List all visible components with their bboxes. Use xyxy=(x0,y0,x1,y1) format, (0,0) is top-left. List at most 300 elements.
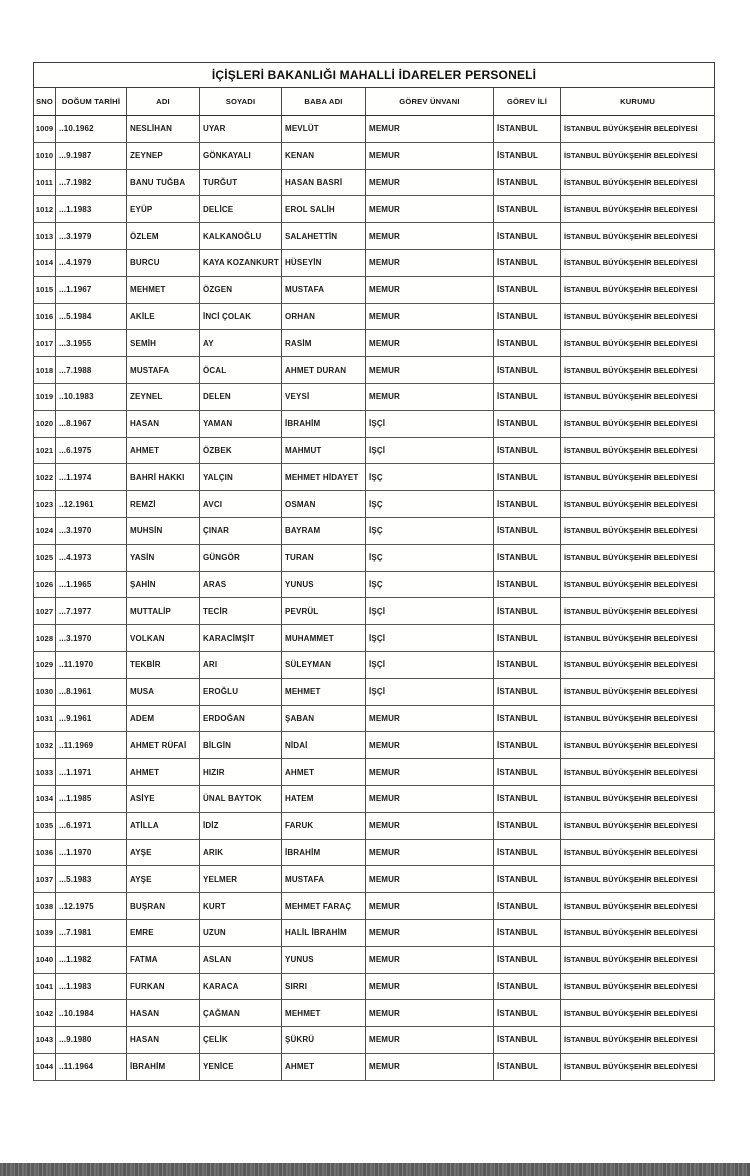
cell-father-name: SÜLEYMAN xyxy=(282,651,366,678)
cell-father-name: ŞABAN xyxy=(282,705,366,732)
cell-institution: İSTANBUL BÜYÜKŞEHİR BELEDİYESİ xyxy=(561,785,715,812)
cell-sno: 1041 xyxy=(34,973,56,1000)
cell-first-name: MEHMET xyxy=(127,276,200,303)
cell-job-title: İŞÇİ xyxy=(366,678,494,705)
cell-surname: İDİZ xyxy=(200,812,282,839)
cell-province: İSTANBUL xyxy=(494,249,561,276)
cell-province: İSTANBUL xyxy=(494,196,561,223)
cell-first-name: AHMET xyxy=(127,759,200,786)
cell-surname: GÜNGÖR xyxy=(200,544,282,571)
cell-province: İSTANBUL xyxy=(494,678,561,705)
column-header: DOĞUM TARİHİ xyxy=(56,88,127,116)
cell-birthdate: ...7.1981 xyxy=(56,919,127,946)
cell-birthdate: ...5.1984 xyxy=(56,303,127,330)
cell-first-name: ÖZLEM xyxy=(127,223,200,250)
cell-institution: İSTANBUL BÜYÜKŞEHİR BELEDİYESİ xyxy=(561,893,715,920)
table-row xyxy=(34,946,715,973)
cell-sno: 1043 xyxy=(34,1027,56,1054)
cell-sno: 1035 xyxy=(34,812,56,839)
cell-surname: ÇINAR xyxy=(200,517,282,544)
cell-surname: İNCİ ÇOLAK xyxy=(200,303,282,330)
column-header: KURUMU xyxy=(561,88,715,116)
cell-first-name: İBRAHİM xyxy=(127,1053,200,1080)
cell-father-name: MUSTAFA xyxy=(282,866,366,893)
cell-province: İSTANBUL xyxy=(494,759,561,786)
cell-sno: 1031 xyxy=(34,705,56,732)
cell-province: İSTANBUL xyxy=(494,303,561,330)
cell-father-name: MEHMET xyxy=(282,1000,366,1027)
table-row xyxy=(34,893,715,920)
cell-sno: 1028 xyxy=(34,625,56,652)
cell-first-name: ASİYE xyxy=(127,785,200,812)
cell-father-name: HASAN BASRİ xyxy=(282,169,366,196)
table-row xyxy=(34,517,715,544)
cell-father-name: VEYSİ xyxy=(282,383,366,410)
cell-surname: KARACA xyxy=(200,973,282,1000)
cell-birthdate: ...3.1955 xyxy=(56,330,127,357)
cell-sno: 1034 xyxy=(34,785,56,812)
cell-job-title: İŞÇ xyxy=(366,571,494,598)
cell-institution: İSTANBUL BÜYÜKŞEHİR BELEDİYESİ xyxy=(561,249,715,276)
cell-first-name: AHMET RÜFAİ xyxy=(127,732,200,759)
cell-sno: 1023 xyxy=(34,491,56,518)
table-row xyxy=(34,357,715,384)
table-row xyxy=(34,464,715,491)
cell-institution: İSTANBUL BÜYÜKŞEHİR BELEDİYESİ xyxy=(561,705,715,732)
cell-job-title: İŞÇ xyxy=(366,464,494,491)
table-row xyxy=(34,410,715,437)
cell-father-name: HÜSEYİN xyxy=(282,249,366,276)
cell-birthdate: ..10.1983 xyxy=(56,383,127,410)
cell-province: İSTANBUL xyxy=(494,1000,561,1027)
cell-surname: ARI xyxy=(200,651,282,678)
cell-province: İSTANBUL xyxy=(494,464,561,491)
cell-father-name: BAYRAM xyxy=(282,517,366,544)
cell-father-name: İBRAHİM xyxy=(282,410,366,437)
cell-father-name: YUNUS xyxy=(282,946,366,973)
cell-first-name: BAHRİ HAKKI xyxy=(127,464,200,491)
cell-sno: 1033 xyxy=(34,759,56,786)
cell-job-title: MEMUR xyxy=(366,839,494,866)
cell-surname: ÜNAL BAYTOK xyxy=(200,785,282,812)
cell-surname: ÇAĞMAN xyxy=(200,1000,282,1027)
cell-sno: 1037 xyxy=(34,866,56,893)
table-row xyxy=(34,866,715,893)
cell-institution: İSTANBUL BÜYÜKŞEHİR BELEDİYESİ xyxy=(561,169,715,196)
cell-sno: 1039 xyxy=(34,919,56,946)
cell-surname: ÖCAL xyxy=(200,357,282,384)
cell-institution: İSTANBUL BÜYÜKŞEHİR BELEDİYESİ xyxy=(561,571,715,598)
cell-father-name: ŞÜKRÜ xyxy=(282,1027,366,1054)
cell-first-name: YASİN xyxy=(127,544,200,571)
cell-father-name: SIRRI xyxy=(282,973,366,1000)
cell-province: İSTANBUL xyxy=(494,812,561,839)
cell-birthdate: ..11.1970 xyxy=(56,651,127,678)
cell-sno: 1027 xyxy=(34,598,56,625)
cell-first-name: EYÜP xyxy=(127,196,200,223)
cell-birthdate: ...6.1975 xyxy=(56,437,127,464)
cell-sno: 1029 xyxy=(34,651,56,678)
cell-sno: 1026 xyxy=(34,571,56,598)
cell-father-name: HATEM xyxy=(282,785,366,812)
cell-first-name: MUTTALİP xyxy=(127,598,200,625)
cell-job-title: MEMUR xyxy=(366,973,494,1000)
cell-province: İSTANBUL xyxy=(494,1053,561,1080)
cell-birthdate: ...9.1961 xyxy=(56,705,127,732)
cell-institution: İSTANBUL BÜYÜKŞEHİR BELEDİYESİ xyxy=(561,946,715,973)
cell-first-name: TEKBİR xyxy=(127,651,200,678)
cell-first-name: AYŞE xyxy=(127,866,200,893)
cell-birthdate: ...8.1961 xyxy=(56,678,127,705)
cell-surname: ERDOĞAN xyxy=(200,705,282,732)
cell-sno: 1013 xyxy=(34,223,56,250)
cell-surname: ARAS xyxy=(200,571,282,598)
cell-birthdate: ..11.1969 xyxy=(56,732,127,759)
table-row xyxy=(34,437,715,464)
cell-institution: İSTANBUL BÜYÜKŞEHİR BELEDİYESİ xyxy=(561,839,715,866)
column-header: GÖREV ÜNVANI xyxy=(366,88,494,116)
cell-sno: 1009 xyxy=(34,116,56,143)
table-row xyxy=(34,491,715,518)
cell-job-title: MEMUR xyxy=(366,1000,494,1027)
cell-job-title: İŞÇİ xyxy=(366,410,494,437)
cell-birthdate: ...1.1974 xyxy=(56,464,127,491)
cell-birthdate: ...1.1971 xyxy=(56,759,127,786)
cell-sno: 1024 xyxy=(34,517,56,544)
cell-province: İSTANBUL xyxy=(494,544,561,571)
cell-job-title: İŞÇİ xyxy=(366,598,494,625)
table-row xyxy=(34,571,715,598)
table-row xyxy=(34,276,715,303)
table-body xyxy=(34,116,715,1081)
cell-province: İSTANBUL xyxy=(494,383,561,410)
cell-province: İSTANBUL xyxy=(494,893,561,920)
cell-surname: KARACİMŞİT xyxy=(200,625,282,652)
cell-institution: İSTANBUL BÜYÜKŞEHİR BELEDİYESİ xyxy=(561,812,715,839)
cell-job-title: MEMUR xyxy=(366,303,494,330)
cell-surname: DELİCE xyxy=(200,196,282,223)
cell-sno: 1044 xyxy=(34,1053,56,1080)
cell-father-name: SALAHETTİN xyxy=(282,223,366,250)
cell-province: İSTANBUL xyxy=(494,437,561,464)
table-row xyxy=(34,383,715,410)
table-title-row xyxy=(34,63,715,88)
cell-job-title: MEMUR xyxy=(366,330,494,357)
table-row xyxy=(34,116,715,143)
cell-sno: 1032 xyxy=(34,732,56,759)
table-row xyxy=(34,1000,715,1027)
column-header: ADI xyxy=(127,88,200,116)
cell-sno: 1038 xyxy=(34,893,56,920)
cell-surname: TURĞUT xyxy=(200,169,282,196)
cell-province: İSTANBUL xyxy=(494,517,561,544)
cell-job-title: MEMUR xyxy=(366,759,494,786)
column-header: SNO xyxy=(34,88,56,116)
cell-surname: YAMAN xyxy=(200,410,282,437)
cell-job-title: MEMUR xyxy=(366,732,494,759)
cell-birthdate: ..10.1962 xyxy=(56,116,127,143)
cell-institution: İSTANBUL BÜYÜKŞEHİR BELEDİYESİ xyxy=(561,625,715,652)
table-row xyxy=(34,651,715,678)
cell-province: İSTANBUL xyxy=(494,571,561,598)
cell-job-title: MEMUR xyxy=(366,866,494,893)
cell-institution: İSTANBUL BÜYÜKŞEHİR BELEDİYESİ xyxy=(561,410,715,437)
cell-province: İSTANBUL xyxy=(494,1027,561,1054)
cell-surname: YALÇIN xyxy=(200,464,282,491)
cell-father-name: RASİM xyxy=(282,330,366,357)
cell-father-name: TURAN xyxy=(282,544,366,571)
cell-sno: 1021 xyxy=(34,437,56,464)
cell-sno: 1014 xyxy=(34,249,56,276)
cell-surname: BİLGİN xyxy=(200,732,282,759)
cell-surname: GÖNKAYALI xyxy=(200,142,282,169)
cell-job-title: İŞÇİ xyxy=(366,625,494,652)
table-row xyxy=(34,196,715,223)
cell-sno: 1016 xyxy=(34,303,56,330)
cell-institution: İSTANBUL BÜYÜKŞEHİR BELEDİYESİ xyxy=(561,330,715,357)
table-row xyxy=(34,544,715,571)
cell-institution: İSTANBUL BÜYÜKŞEHİR BELEDİYESİ xyxy=(561,303,715,330)
table-row xyxy=(34,303,715,330)
cell-job-title: İŞÇ xyxy=(366,517,494,544)
cell-institution: İSTANBUL BÜYÜKŞEHİR BELEDİYESİ xyxy=(561,973,715,1000)
cell-institution: İSTANBUL BÜYÜKŞEHİR BELEDİYESİ xyxy=(561,1027,715,1054)
cell-surname: ÇELİK xyxy=(200,1027,282,1054)
cell-first-name: AHMET xyxy=(127,437,200,464)
table-row xyxy=(34,919,715,946)
cell-first-name: HASAN xyxy=(127,410,200,437)
cell-province: İSTANBUL xyxy=(494,330,561,357)
cell-job-title: İŞÇ xyxy=(366,544,494,571)
cell-birthdate: ...1.1983 xyxy=(56,196,127,223)
cell-birthdate: ...8.1967 xyxy=(56,410,127,437)
cell-province: İSTANBUL xyxy=(494,169,561,196)
cell-institution: İSTANBUL BÜYÜKŞEHİR BELEDİYESİ xyxy=(561,196,715,223)
cell-father-name: İBRAHİM xyxy=(282,839,366,866)
cell-first-name: FATMA xyxy=(127,946,200,973)
cell-institution: İSTANBUL BÜYÜKŞEHİR BELEDİYESİ xyxy=(561,517,715,544)
cell-institution: İSTANBUL BÜYÜKŞEHİR BELEDİYESİ xyxy=(561,651,715,678)
cell-birthdate: ..10.1984 xyxy=(56,1000,127,1027)
cell-sno: 1019 xyxy=(34,383,56,410)
cell-job-title: MEMUR xyxy=(366,1053,494,1080)
cell-surname: ARIK xyxy=(200,839,282,866)
cell-birthdate: ...1.1985 xyxy=(56,785,127,812)
cell-surname: EROĞLU xyxy=(200,678,282,705)
cell-institution: İSTANBUL BÜYÜKŞEHİR BELEDİYESİ xyxy=(561,919,715,946)
cell-sno: 1042 xyxy=(34,1000,56,1027)
cell-province: İSTANBUL xyxy=(494,946,561,973)
cell-job-title: MEMUR xyxy=(366,893,494,920)
cell-job-title: İŞÇ xyxy=(366,491,494,518)
cell-father-name: KENAN xyxy=(282,142,366,169)
cell-sno: 1015 xyxy=(34,276,56,303)
table-row xyxy=(34,973,715,1000)
table-row xyxy=(34,625,715,652)
cell-first-name: ŞAHİN xyxy=(127,571,200,598)
table-row xyxy=(34,142,715,169)
cell-sno: 1040 xyxy=(34,946,56,973)
cell-birthdate: ...5.1983 xyxy=(56,866,127,893)
cell-surname: TECİR xyxy=(200,598,282,625)
cell-institution: İSTANBUL BÜYÜKŞEHİR BELEDİYESİ xyxy=(561,383,715,410)
cell-surname: UYAR xyxy=(200,116,282,143)
cell-first-name: ADEM xyxy=(127,705,200,732)
cell-father-name: YUNUS xyxy=(282,571,366,598)
cell-father-name: PEVRÜL xyxy=(282,598,366,625)
cell-sno: 1012 xyxy=(34,196,56,223)
cell-sno: 1011 xyxy=(34,169,56,196)
cell-surname: UZUN xyxy=(200,919,282,946)
cell-sno: 1020 xyxy=(34,410,56,437)
cell-father-name: MEHMET HİDAYET xyxy=(282,464,366,491)
cell-province: İSTANBUL xyxy=(494,491,561,518)
cell-job-title: MEMUR xyxy=(366,785,494,812)
table-row xyxy=(34,1053,715,1080)
table-row xyxy=(34,732,715,759)
cell-institution: İSTANBUL BÜYÜKŞEHİR BELEDİYESİ xyxy=(561,116,715,143)
cell-province: İSTANBUL xyxy=(494,116,561,143)
cell-father-name: AHMET xyxy=(282,759,366,786)
cell-province: İSTANBUL xyxy=(494,705,561,732)
cell-job-title: MEMUR xyxy=(366,249,494,276)
cell-surname: YELMER xyxy=(200,866,282,893)
table-row xyxy=(34,169,715,196)
cell-province: İSTANBUL xyxy=(494,866,561,893)
cell-father-name: HALİL İBRAHİM xyxy=(282,919,366,946)
cell-first-name: AKİLE xyxy=(127,303,200,330)
cell-first-name: BUŞRAN xyxy=(127,893,200,920)
cell-institution: İSTANBUL BÜYÜKŞEHİR BELEDİYESİ xyxy=(561,142,715,169)
cell-job-title: MEMUR xyxy=(366,946,494,973)
cell-birthdate: ...6.1971 xyxy=(56,812,127,839)
cell-first-name: ATİLLA xyxy=(127,812,200,839)
cell-surname: ÖZBEK xyxy=(200,437,282,464)
cell-job-title: MEMUR xyxy=(366,223,494,250)
cell-surname: AY xyxy=(200,330,282,357)
cell-province: İSTANBUL xyxy=(494,223,561,250)
cell-surname: HIZIR xyxy=(200,759,282,786)
table-row xyxy=(34,330,715,357)
cell-province: İSTANBUL xyxy=(494,839,561,866)
cell-birthdate: ...3.1979 xyxy=(56,223,127,250)
cell-province: İSTANBUL xyxy=(494,785,561,812)
cell-father-name: AHMET xyxy=(282,1053,366,1080)
cell-job-title: MEMUR xyxy=(366,169,494,196)
cell-first-name: SEMİH xyxy=(127,330,200,357)
cell-province: İSTANBUL xyxy=(494,625,561,652)
cell-province: İSTANBUL xyxy=(494,276,561,303)
table-row xyxy=(34,249,715,276)
cell-birthdate: ...7.1988 xyxy=(56,357,127,384)
cell-father-name: MEHMET xyxy=(282,678,366,705)
cell-father-name: MUSTAFA xyxy=(282,276,366,303)
cell-province: İSTANBUL xyxy=(494,142,561,169)
cell-father-name: OSMAN xyxy=(282,491,366,518)
cell-sno: 1018 xyxy=(34,357,56,384)
cell-first-name: HASAN xyxy=(127,1000,200,1027)
table-row xyxy=(34,598,715,625)
cell-sno: 1030 xyxy=(34,678,56,705)
cell-institution: İSTANBUL BÜYÜKŞEHİR BELEDİYESİ xyxy=(561,544,715,571)
cell-job-title: MEMUR xyxy=(366,383,494,410)
cell-sno: 1022 xyxy=(34,464,56,491)
cell-sno: 1036 xyxy=(34,839,56,866)
cell-birthdate: ..11.1964 xyxy=(56,1053,127,1080)
cell-father-name: ORHAN xyxy=(282,303,366,330)
cell-birthdate: ...3.1970 xyxy=(56,517,127,544)
cell-province: İSTANBUL xyxy=(494,919,561,946)
column-header: GÖREV İLİ xyxy=(494,88,561,116)
cell-institution: İSTANBUL BÜYÜKŞEHİR BELEDİYESİ xyxy=(561,491,715,518)
cell-birthdate: ...4.1973 xyxy=(56,544,127,571)
cell-father-name: EROL SALİH xyxy=(282,196,366,223)
cell-job-title: MEMUR xyxy=(366,116,494,143)
cell-institution: İSTANBUL BÜYÜKŞEHİR BELEDİYESİ xyxy=(561,223,715,250)
cell-province: İSTANBUL xyxy=(494,732,561,759)
cell-first-name: HASAN xyxy=(127,1027,200,1054)
cell-first-name: MUSTAFA xyxy=(127,357,200,384)
cell-sno: 1025 xyxy=(34,544,56,571)
scan-noise-bar xyxy=(0,1163,750,1176)
cell-sno: 1010 xyxy=(34,142,56,169)
cell-institution: İSTANBUL BÜYÜKŞEHİR BELEDİYESİ xyxy=(561,1000,715,1027)
cell-surname: KURT xyxy=(200,893,282,920)
cell-father-name: FARUK xyxy=(282,812,366,839)
cell-surname: KAYA KOZANKURT xyxy=(200,249,282,276)
cell-birthdate: ..12.1975 xyxy=(56,893,127,920)
table-row xyxy=(34,839,715,866)
header-row xyxy=(34,88,715,116)
cell-job-title: MEMUR xyxy=(366,705,494,732)
column-header: SOYADI xyxy=(200,88,282,116)
cell-birthdate: ..12.1961 xyxy=(56,491,127,518)
cell-institution: İSTANBUL BÜYÜKŞEHİR BELEDİYESİ xyxy=(561,732,715,759)
cell-birthdate: ...9.1980 xyxy=(56,1027,127,1054)
cell-job-title: MEMUR xyxy=(366,357,494,384)
cell-job-title: MEMUR xyxy=(366,812,494,839)
cell-birthdate: ...4.1979 xyxy=(56,249,127,276)
cell-father-name: MEVLÜT xyxy=(282,116,366,143)
cell-birthdate: ...1.1965 xyxy=(56,571,127,598)
cell-first-name: BANU TUĞBA xyxy=(127,169,200,196)
cell-institution: İSTANBUL BÜYÜKŞEHİR BELEDİYESİ xyxy=(561,759,715,786)
personnel-table xyxy=(33,62,715,1081)
cell-birthdate: ...3.1970 xyxy=(56,625,127,652)
cell-job-title: MEMUR xyxy=(366,1027,494,1054)
cell-birthdate: ...1.1970 xyxy=(56,839,127,866)
cell-first-name: BURCU xyxy=(127,249,200,276)
cell-institution: İSTANBUL BÜYÜKŞEHİR BELEDİYESİ xyxy=(561,437,715,464)
cell-surname: AVCI xyxy=(200,491,282,518)
cell-first-name: EMRE xyxy=(127,919,200,946)
cell-surname: ÖZGEN xyxy=(200,276,282,303)
cell-first-name: MUSA xyxy=(127,678,200,705)
cell-surname: ASLAN xyxy=(200,946,282,973)
cell-surname: YENİCE xyxy=(200,1053,282,1080)
cell-first-name: MUHSİN xyxy=(127,517,200,544)
cell-job-title: MEMUR xyxy=(366,196,494,223)
cell-surname: DELEN xyxy=(200,383,282,410)
cell-father-name: MAHMUT xyxy=(282,437,366,464)
cell-first-name: ZEYNEL xyxy=(127,383,200,410)
cell-job-title: İŞÇİ xyxy=(366,651,494,678)
cell-father-name: AHMET DURAN xyxy=(282,357,366,384)
cell-institution: İSTANBUL BÜYÜKŞEHİR BELEDİYESİ xyxy=(561,276,715,303)
cell-first-name: NESLİHAN xyxy=(127,116,200,143)
cell-job-title: MEMUR xyxy=(366,142,494,169)
cell-father-name: MUHAMMET xyxy=(282,625,366,652)
